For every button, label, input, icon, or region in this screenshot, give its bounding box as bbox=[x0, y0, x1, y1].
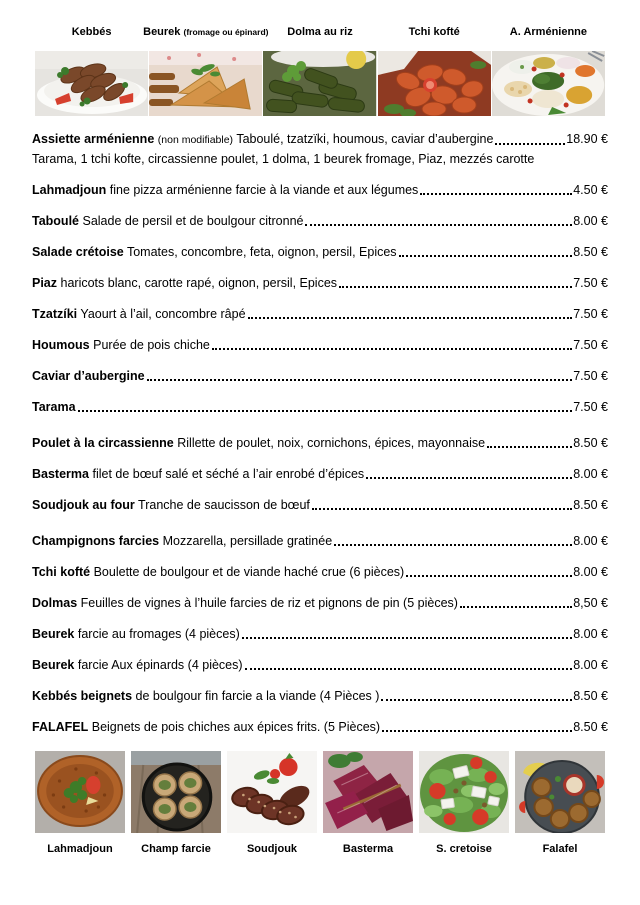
dotted-leader bbox=[334, 544, 572, 546]
menu-item bbox=[32, 497, 608, 513]
menu-item-text bbox=[32, 182, 418, 198]
menu-item bbox=[32, 564, 608, 580]
menu-row bbox=[32, 626, 608, 642]
menu-item bbox=[32, 688, 608, 704]
menu-item-price: 7.50 € bbox=[573, 369, 608, 383]
menu-item bbox=[32, 368, 608, 384]
food-label-text: Dolma au riz bbox=[287, 26, 353, 38]
dotted-leader bbox=[242, 637, 572, 639]
menu-row bbox=[32, 182, 608, 198]
menu-item-text bbox=[32, 435, 485, 451]
menu-item-text bbox=[32, 466, 364, 482]
top-gallery-item bbox=[378, 26, 491, 116]
menu-item-name: Dolmas bbox=[32, 596, 78, 610]
menu-item-price: 8.00 € bbox=[573, 467, 608, 481]
soudjouk-photo bbox=[227, 751, 317, 833]
menu-row bbox=[32, 337, 608, 353]
menu-item-desc: fine pizza arménienne farcie à la viande et aux légumes bbox=[109, 183, 419, 197]
dotted-leader bbox=[487, 446, 572, 448]
menu-list bbox=[32, 131, 608, 735]
menu-item bbox=[32, 399, 608, 415]
menu-row bbox=[32, 244, 608, 260]
menu-item-name: FALAFEL bbox=[32, 720, 89, 734]
menu-item bbox=[32, 275, 608, 291]
menu-item-text bbox=[32, 337, 210, 353]
menu-item bbox=[32, 626, 608, 642]
menu-row bbox=[32, 497, 608, 513]
menu-item-text bbox=[32, 719, 380, 735]
assiette-armenienne-photo bbox=[492, 51, 605, 116]
dotted-leader bbox=[399, 255, 573, 257]
top-gallery-item bbox=[35, 26, 148, 116]
menu-item-price: 8.50 € bbox=[573, 689, 608, 703]
menu-item-text bbox=[32, 275, 337, 291]
menu-row bbox=[32, 306, 608, 322]
menu-item-desc: de boulgour fin farcie a la viande (4 Pièces ) bbox=[135, 689, 380, 703]
bottom-gallery bbox=[35, 751, 605, 855]
food-label: Soudjouk bbox=[246, 843, 298, 855]
menu-item-text bbox=[32, 564, 404, 580]
menu-item-desc: Purée de pois chiche bbox=[93, 338, 210, 352]
menu-item-text bbox=[32, 497, 310, 513]
food-label bbox=[143, 26, 268, 40]
dotted-leader bbox=[406, 575, 572, 577]
menu-item bbox=[32, 244, 608, 260]
dotted-leader bbox=[339, 286, 572, 288]
menu-row bbox=[32, 131, 608, 148]
menu-item-text bbox=[32, 657, 243, 673]
menu-item-desc: Boulette de boulgour et de viande haché crue (6 pièces) bbox=[93, 565, 405, 579]
top-gallery-item bbox=[263, 26, 376, 116]
top-gallery bbox=[35, 26, 605, 116]
salade-cretoise-photo bbox=[419, 751, 509, 833]
champignon-farci-photo bbox=[131, 751, 221, 833]
dotted-leader bbox=[495, 143, 565, 145]
menu-item-text bbox=[32, 244, 397, 260]
menu-item-text bbox=[32, 368, 145, 384]
dotted-leader bbox=[381, 699, 572, 701]
menu-item-desc: farcie au fromages (4 pièces) bbox=[77, 627, 240, 641]
menu-item-desc: Mozzarella, persillade gratinée bbox=[162, 534, 333, 548]
menu-item-text bbox=[32, 399, 76, 415]
menu-item-name: Taboulé bbox=[32, 214, 79, 228]
menu-item-price: 18.90 € bbox=[566, 132, 608, 146]
basterma-photo bbox=[323, 751, 413, 833]
menu-item-price: 7.50 € bbox=[573, 338, 608, 352]
top-gallery-item bbox=[492, 26, 605, 116]
dotted-leader bbox=[245, 668, 573, 670]
food-label: Falafel bbox=[542, 843, 578, 855]
lahmadjoun-photo bbox=[35, 751, 125, 833]
menu-row bbox=[32, 399, 608, 415]
menu-row bbox=[32, 466, 608, 482]
bottom-gallery-item bbox=[131, 751, 221, 855]
menu-row bbox=[32, 657, 608, 673]
menu-item-text bbox=[32, 213, 303, 229]
menu-item-price: 8,50 € bbox=[573, 596, 608, 610]
food-label bbox=[409, 26, 460, 40]
dolma-photo bbox=[263, 51, 376, 116]
menu-item-price: 8.50 € bbox=[573, 245, 608, 259]
menu-item bbox=[32, 435, 608, 451]
food-label: S. cretoise bbox=[436, 843, 492, 855]
dotted-leader bbox=[420, 193, 572, 195]
menu-item-price: 8.00 € bbox=[573, 565, 608, 579]
menu-row bbox=[32, 368, 608, 384]
menu-item-desc: Yaourt à l’ail, concombre râpé bbox=[80, 307, 246, 321]
menu-item bbox=[32, 131, 608, 167]
menu-item-name: Assiette arménienne bbox=[32, 132, 155, 146]
menu-item-desc-line2: Tarama, 1 tchi kofte, circassienne poulet, 1 dolma, 1 beurek fromage, Piaz, mezzés carotte bbox=[32, 152, 535, 166]
food-label-text: A. Arménienne bbox=[509, 26, 588, 38]
menu-item-price: 8.50 € bbox=[573, 436, 608, 450]
menu-item bbox=[32, 466, 608, 482]
menu-row bbox=[32, 275, 608, 291]
menu-item-name: Lahmadjoun bbox=[32, 183, 107, 197]
menu-item-price: 7.50 € bbox=[573, 400, 608, 414]
menu-item-text bbox=[32, 533, 332, 549]
food-label-text: Kebbés bbox=[71, 26, 112, 38]
menu-item bbox=[32, 657, 608, 673]
menu-item-price: 8.00 € bbox=[573, 658, 608, 672]
menu-row bbox=[32, 435, 608, 451]
menu-item-desc: Tranche de saucisson de bœuf bbox=[138, 498, 310, 512]
menu-item-note: (non modifiable) bbox=[157, 134, 234, 146]
menu-item bbox=[32, 337, 608, 353]
menu-item-name: Piaz bbox=[32, 276, 58, 290]
menu-item-name: Beurek bbox=[32, 658, 75, 672]
menu-item bbox=[32, 595, 608, 611]
food-label bbox=[510, 26, 587, 40]
menu-item-text bbox=[32, 131, 493, 148]
menu-row bbox=[32, 533, 608, 549]
menu-item-name: Salade crétoise bbox=[32, 245, 124, 259]
menu-item-desc: Feuilles de vignes à l’huile farcies de riz et pignons de pin (5 pièces) bbox=[80, 596, 458, 610]
menu-item bbox=[32, 533, 608, 549]
menu-item-name: Caviar d’aubergine bbox=[32, 369, 145, 383]
menu-item-name: Houmous bbox=[32, 338, 90, 352]
beurek-photo bbox=[149, 51, 262, 116]
dotted-leader bbox=[248, 317, 573, 319]
menu-item-name: Tchi kofté bbox=[32, 565, 91, 579]
food-label: Lahmadjoun bbox=[47, 843, 113, 855]
menu-item-name: Poulet à la circassienne bbox=[32, 436, 174, 450]
food-label bbox=[72, 26, 112, 40]
menu-item-desc: Rillette de poulet, noix, cornichons, épices, mayonnaise bbox=[177, 436, 486, 450]
menu-item-name: Beurek bbox=[32, 627, 75, 641]
food-label bbox=[287, 26, 352, 40]
menu-item-name: Tarama bbox=[32, 400, 76, 414]
menu-item-name: Basterma bbox=[32, 467, 89, 481]
menu-item-price: 8.00 € bbox=[573, 214, 608, 228]
menu-item-text bbox=[32, 626, 240, 642]
food-label-text: Tchi kofté bbox=[408, 26, 460, 38]
menu-item-price: 7.50 € bbox=[573, 307, 608, 321]
dotted-leader bbox=[366, 477, 572, 479]
dotted-leader bbox=[212, 348, 572, 350]
bottom-gallery-item bbox=[227, 751, 317, 855]
menu-item-name: Champignons farcies bbox=[32, 534, 160, 548]
menu-item-name: Tzatzíki bbox=[32, 307, 78, 321]
menu-item-desc: filet de bœuf salé et séché a l’air enrobé d’épices bbox=[92, 467, 365, 481]
dotted-leader bbox=[147, 379, 573, 381]
menu-item-price: 4.50 € bbox=[573, 183, 608, 197]
dotted-leader bbox=[78, 410, 573, 412]
menu-item-name: Soudjouk au four bbox=[32, 498, 135, 512]
bottom-gallery-item bbox=[35, 751, 125, 855]
menu-item-desc: farcie Aux épinards (4 pièces) bbox=[77, 658, 243, 672]
dotted-leader bbox=[305, 224, 572, 226]
menu-item bbox=[32, 719, 608, 735]
food-label: Champ farcie bbox=[141, 843, 211, 855]
menu-item-desc: Tomates, concombre, feta, oignon, persil, Epices bbox=[126, 245, 397, 259]
menu-item bbox=[32, 213, 608, 229]
menu-item-price: 8.50 € bbox=[573, 720, 608, 734]
menu-item-text bbox=[32, 306, 246, 322]
bottom-gallery-item bbox=[323, 751, 413, 855]
menu-item-desc: Taboulé, tzatzïki, houmous, caviar d’aubergine bbox=[236, 132, 494, 146]
bottom-gallery-item bbox=[419, 751, 509, 855]
menu-row bbox=[32, 564, 608, 580]
menu-item-name: Kebbés beignets bbox=[32, 689, 133, 703]
food-label: Basterma bbox=[342, 843, 394, 855]
top-gallery-item bbox=[143, 26, 269, 116]
dotted-leader bbox=[382, 730, 572, 732]
menu-item-text bbox=[32, 595, 458, 611]
menu-item-text bbox=[32, 688, 379, 704]
menu-item-desc: Beignets de pois chiches aux épices frits. (5 Pièces) bbox=[91, 720, 381, 734]
falafel-photo bbox=[515, 751, 605, 833]
menu-row bbox=[32, 719, 608, 735]
bottom-gallery-item bbox=[515, 751, 605, 855]
menu-item-price: 7.50 € bbox=[573, 276, 608, 290]
tchi-kofte-photo bbox=[378, 51, 491, 116]
menu-item-price: 8.50 € bbox=[573, 498, 608, 512]
menu-item-price: 8.00 € bbox=[573, 627, 608, 641]
menu-row bbox=[32, 213, 608, 229]
dotted-leader bbox=[460, 606, 572, 608]
menu-row bbox=[32, 688, 608, 704]
menu-row bbox=[32, 595, 608, 611]
menu-item bbox=[32, 182, 608, 198]
food-label-text: Beurek bbox=[143, 26, 181, 38]
menu-item bbox=[32, 306, 608, 322]
food-label-sub: (fromage ou épinard) bbox=[183, 27, 269, 37]
kebbes-photo bbox=[35, 51, 148, 116]
menu-item-desc: Salade de persil et de boulgour citronné bbox=[82, 214, 304, 228]
menu-item-desc: haricots blanc, carotte rapé, oignon, persil, Epices bbox=[60, 276, 338, 290]
menu-item-price: 8.00 € bbox=[573, 534, 608, 548]
dotted-leader bbox=[312, 508, 572, 510]
